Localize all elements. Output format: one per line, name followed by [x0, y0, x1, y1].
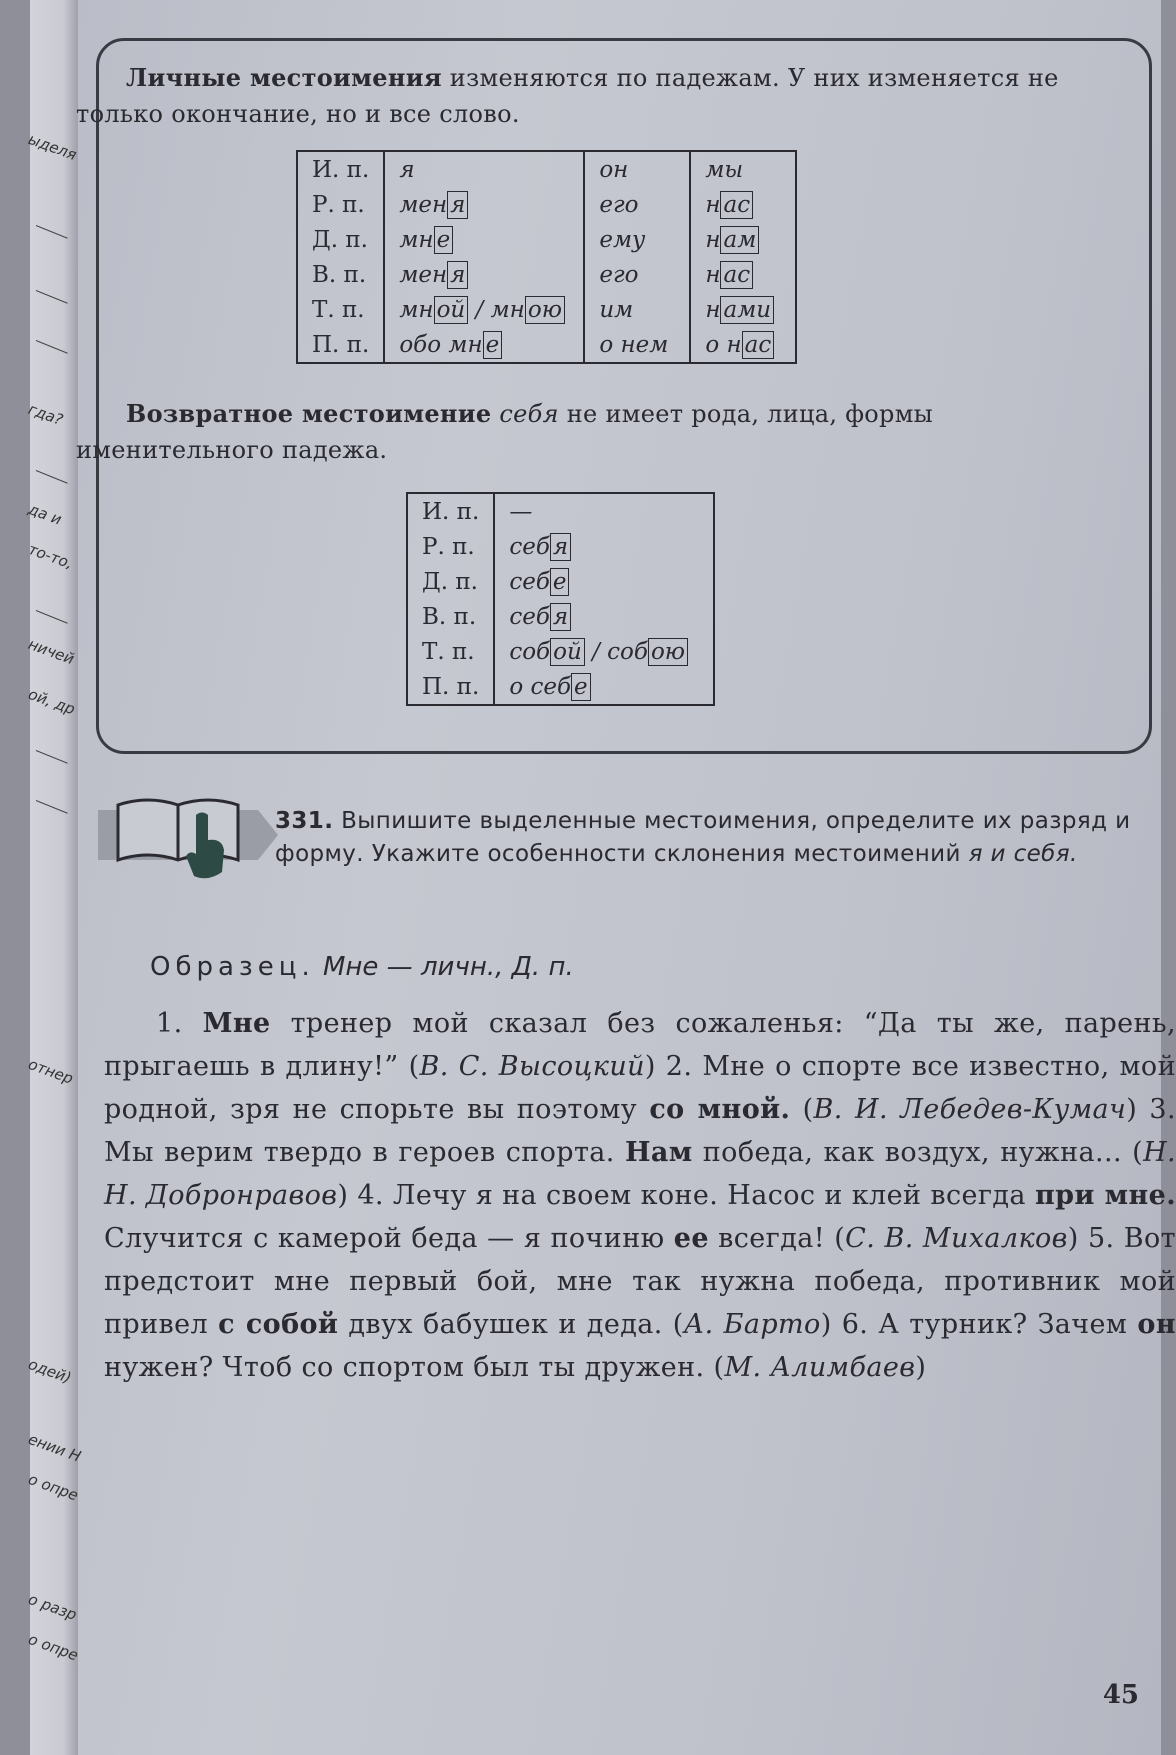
margin-fragment: гда? — [25, 400, 66, 430]
pronoun-form: мен я — [384, 187, 584, 222]
ending-box: е — [550, 568, 570, 596]
ending-box: ас — [742, 331, 775, 359]
pronoun-form: его — [584, 187, 690, 222]
margin-fragment: ничей — [25, 635, 77, 669]
pronoun-form: себ я — [494, 529, 714, 564]
personal-pronouns-table — [296, 150, 797, 364]
pronoun-form: о н ас — [690, 327, 796, 363]
table-row — [297, 327, 796, 363]
margin-fragment: отнер — [25, 1055, 76, 1088]
rule-word-sebya: себя — [499, 400, 559, 428]
textbook-page — [25, 0, 1176, 1755]
pronoun-form: о себ е — [494, 669, 714, 705]
table-row — [407, 493, 714, 529]
exercise-task — [275, 805, 1165, 871]
table-row — [407, 669, 714, 705]
exercise-number: 331. — [275, 808, 334, 834]
pronoun-form: мы — [690, 151, 796, 187]
margin-fragment: ой, др — [25, 685, 78, 719]
case-label: Д. п. — [297, 222, 384, 257]
case-label: И. п. — [297, 151, 384, 187]
ending-box: ам — [720, 226, 759, 254]
pronoun-form: ему — [584, 222, 690, 257]
ending-box: ой — [434, 296, 469, 324]
sample-text: Мне — личн., Д. п. — [322, 952, 574, 982]
case-label: Д. п. — [407, 564, 494, 599]
pronoun-form: соб ой / соб ою — [494, 634, 714, 669]
pronoun-form: мн ой / мн ою — [384, 292, 584, 327]
case-label: Р. п. — [297, 187, 384, 222]
page-number: 45 — [1102, 1680, 1139, 1710]
exercise-task-italic: я и себя. — [968, 841, 1078, 867]
pronoun-form: — — [494, 493, 714, 529]
sample-label: Образец. — [150, 952, 315, 982]
previous-page-edge — [25, 0, 84, 1755]
case-label: И. п. — [407, 493, 494, 529]
pronoun-form: себ я — [494, 599, 714, 634]
ending-box: ою — [525, 296, 565, 324]
pronoun-form: н ами — [690, 292, 796, 327]
table-row — [407, 634, 714, 669]
rule-text: не имеет рода, лица, формы именительного падежа. — [76, 400, 934, 464]
table-row — [297, 292, 796, 327]
margin-fragment: да и — [25, 500, 65, 529]
margin-fragment: одей) — [25, 1355, 74, 1388]
ending-box: ой — [550, 638, 585, 666]
ending-box: я — [550, 603, 571, 631]
margin-fragment: ыделя — [25, 130, 80, 165]
table-row — [407, 529, 714, 564]
case-label: П. п. — [407, 669, 494, 705]
pronoun-form: о нем — [584, 327, 690, 363]
pronoun-form: мн е — [384, 222, 584, 257]
table-row — [297, 151, 796, 187]
ending-box: я — [447, 191, 468, 219]
case-label: В. п. — [407, 599, 494, 634]
reflexive-pronoun-table — [406, 492, 715, 706]
case-label: Р. п. — [407, 529, 494, 564]
pronoun-form: мен я — [384, 257, 584, 292]
pronoun-form: обо мн е — [384, 327, 584, 363]
pronoun-form: он — [584, 151, 690, 187]
ending-box: ою — [648, 638, 688, 666]
table-row — [297, 257, 796, 292]
pronoun-form: я — [384, 151, 584, 187]
margin-fragment: о разр — [25, 1590, 80, 1625]
margin-fragment: о опре — [25, 1470, 81, 1505]
exercise-text: 1. Мне тренер мой сказал без сожаленья: “Да ты же, парень, прыгаешь в длину!” (В. С. Высоцкий) 2. Мне о спорте все известно, мой родной, зря не спорьте вы поэтому со мной. (В. И. Лебедев-Кумач) 3. Мы верим твердо в героев спорта. Нам победа, как воздух, нужна... (Н. Н. Добронравов) 4. Лечу я на своем коне. Насос и клей всегда при мне. Случится с камерой беда — я починю ее всегда! (С. В. Михалков) 5. Вот предстоит мне первый бой, мне так нужна победа, противник мой привел с собой двух бабушек и деда. (А. Барто) 6. А турник? Зачем он нужен? Чтоб со спортом был ты дружен. (М. Алимбаев) — [104, 1008, 1176, 1383]
ending-box: е — [434, 226, 454, 254]
table-row — [297, 187, 796, 222]
margin-fragment: ении Н — [25, 1430, 84, 1466]
table-row — [297, 222, 796, 257]
ending-box: я — [550, 533, 571, 561]
margin-fragment: о опре — [25, 1630, 81, 1665]
ending-box: ас — [720, 261, 753, 289]
ending-box: е — [483, 331, 503, 359]
table-row — [407, 599, 714, 634]
ending-box: я — [447, 261, 468, 289]
rule-paragraph-reflexive — [76, 396, 1126, 468]
exercise-body — [104, 1002, 1176, 1389]
sample-line — [150, 952, 574, 982]
pronoun-form: н ас — [690, 257, 796, 292]
case-label: Т. п. — [407, 634, 494, 669]
ending-box: е — [571, 673, 591, 701]
margin-fragment: то-то, — [25, 540, 76, 573]
pronoun-form: н ам — [690, 222, 796, 257]
pronoun-form: себ е — [494, 564, 714, 599]
pronoun-form: н ас — [690, 187, 796, 222]
pronoun-form: им — [584, 292, 690, 327]
table-row — [407, 564, 714, 599]
rule-term-reflexive: Возвратное местоимение — [126, 399, 492, 428]
rule-paragraph-personal — [76, 60, 1126, 132]
case-label: Т. п. — [297, 292, 384, 327]
ending-box: ас — [720, 191, 753, 219]
exercise-task-text: Выпишите выделенные местоимения, определите их разряд и форму. Укажите особенности склонения местоимений — [275, 808, 1131, 867]
exercise-book-hand-icon — [98, 790, 278, 880]
case-label: В. п. — [297, 257, 384, 292]
rule-text: изменяются по падежам. У них изменяется не только окончание, но и все слово. — [76, 64, 1059, 128]
rule-term-personal: Личные местоимения — [126, 63, 442, 92]
pronoun-form: его — [584, 257, 690, 292]
case-label: П. п. — [297, 327, 384, 363]
ending-box: ами — [720, 296, 774, 324]
